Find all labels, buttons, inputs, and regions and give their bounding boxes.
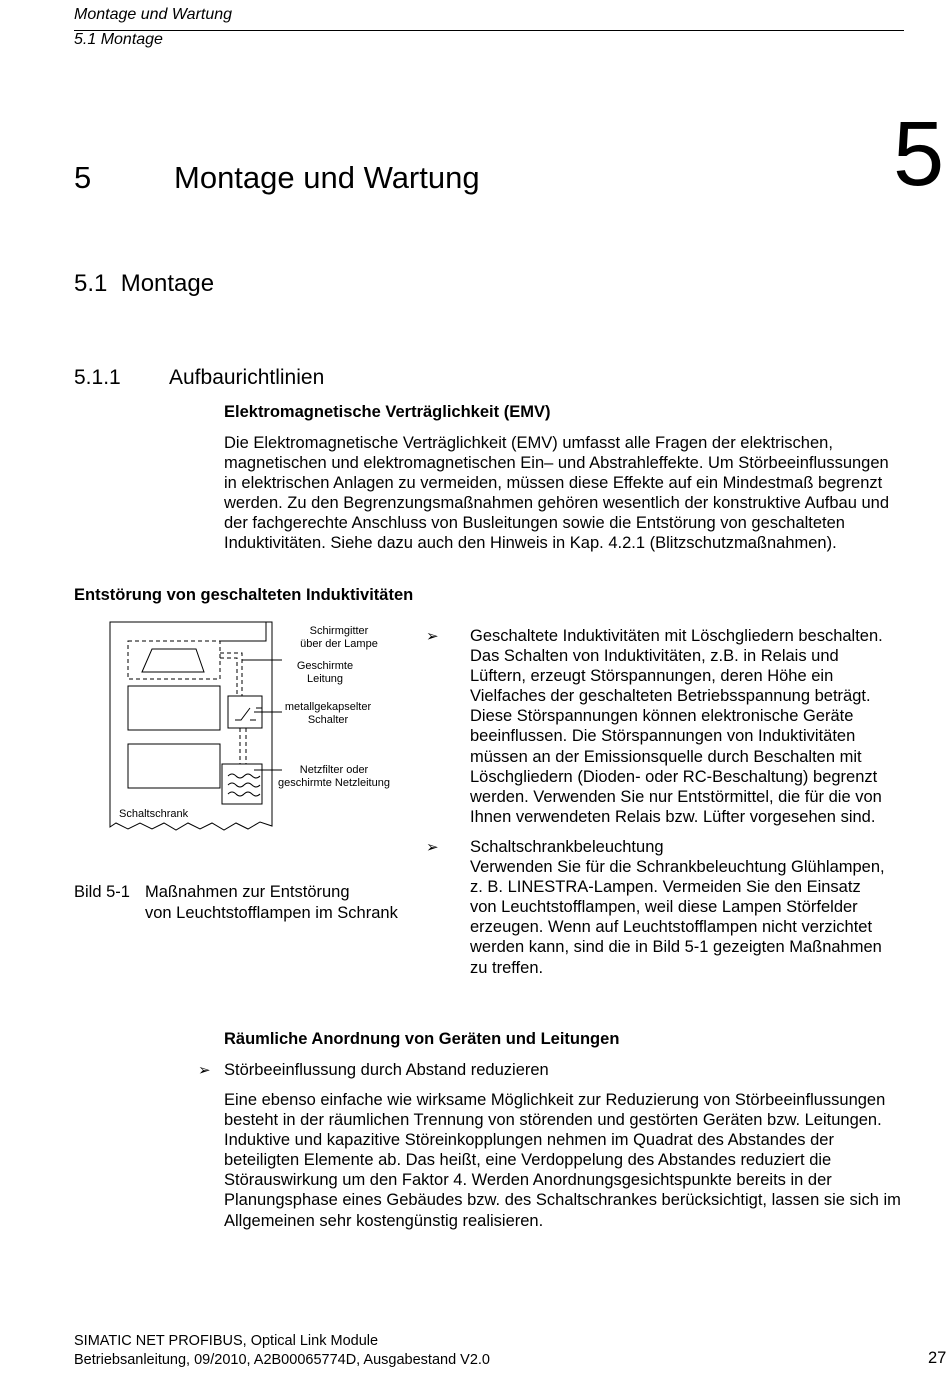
label-schaltschrank: Schaltschrank	[119, 808, 189, 820]
running-header-section: 5.1 Montage	[74, 31, 163, 48]
subsection-title: Aufbaurichtlinien	[169, 366, 325, 389]
raeumlich-bullet: Störbeeinflussung durch Abstand reduzieren	[224, 1061, 549, 1079]
bullet-arrow-icon: ➢	[198, 1062, 211, 1079]
running-header-chapter: Montage und Wartung	[74, 6, 233, 23]
shield-grid-box	[128, 641, 220, 679]
leader-schirmgitter	[220, 622, 266, 641]
footer-product: SIMATIC NET PROFIBUS, Optical Link Module	[74, 1333, 379, 1349]
filter-wave-2	[228, 783, 260, 787]
device-lower	[128, 744, 220, 788]
chapter-tab-number: 5	[893, 103, 945, 205]
device-upper	[128, 686, 220, 730]
cabinet-outline	[110, 622, 272, 830]
label-geschirmte-leitung: Geschirmte Leitung	[296, 660, 354, 685]
label-netzfilter: Netzfilter oder geschirmte Netzleitung	[278, 764, 390, 789]
emv-paragraph: Die Elektromagnetische Verträglichkeit (EMV) umfasst alle Fragen der elektrischen, magnetischen und elektromagnetischen Ein– und Abstrahleffekte. Um Störbeeinflussungen in elektrischen Anlagen zu vermeiden, müssen diese Effekte auf ein Mindestmaß begrenzt werden. Zu den Begrenzungsmaßnahmen gehören wesentlich der konstruktive Aufbau und der fachgerechte Anschluss von Busleitungen sowie die Entstörung von geschalteten Induktivitäten. Siehe dazu auch den Hinweis in Kap. 4.2.1 (Blitzschutzmaßnahmen).	[224, 434, 889, 553]
subsection-number: 5.1.1	[74, 366, 121, 389]
footer-document-info: Betriebsanleitung, 09/2010, A2B00065774D, Ausgabestand V2.0	[74, 1352, 490, 1368]
chapter-title: Montage und Wartung	[174, 160, 480, 195]
label-schirmgitter: Schirmgitter über der Lampe	[300, 625, 378, 650]
shielded-cable-inner	[220, 658, 237, 696]
raeumlich-heading: Räumliche Anordnung von Geräten und Leitungen	[224, 1030, 620, 1048]
subsection-heading	[74, 366, 325, 390]
filter-wave-3	[228, 792, 260, 796]
bullet-item-loeschglieder: Geschaltete Induktivitäten mit Löschgliedern beschalten. Das Schalten von Induktivitäten, z.B. in Relais und Lüftern, erzeugt Störspannungen, deren Höhe ein Vielfaches der geschalteten Betriebsspannung beträgt. Diese Störspannungen können elektronische Geräte beeinflussen. Die Störspannungen von Induktivitäten müssen an der Emissionsquelle durch Beschalten mit Löschgliedern (Dioden- oder RC-Beschaltung) begrenzt werden. Verwenden Sie nur Entstörmittel, die für die von Ihnen verwendeten Relais bzw. Lüfter vorgesehen sind.	[470, 627, 883, 826]
chapter-number: 5	[74, 160, 92, 195]
figure-caption-number: Bild 5-1	[74, 883, 130, 901]
section-title: 5.1 Montage	[74, 270, 215, 297]
bullet-arrow-icon: ➢	[426, 839, 439, 856]
shielded-cable-outer	[220, 653, 242, 696]
switch-contact	[235, 708, 256, 720]
header-rule	[74, 30, 904, 31]
bullet-arrow-icon: ➢	[426, 628, 439, 645]
label-schalter: metallgekapselter Schalter	[284, 701, 372, 726]
lamp-shape	[142, 649, 204, 672]
emv-heading: Elektromagnetische Verträglichkeit (EMV)	[224, 403, 551, 421]
entstoerung-heading: Entstörung von geschalteten Induktivitäten	[74, 586, 414, 604]
filter-wave-1	[228, 774, 260, 778]
raeumlich-paragraph: Eine ebenso einfache wie wirksame Möglichkeit zur Reduzierung von Störbeeinflussungen besteht in der räumlichen Trennung von störenden und gestörten Geräten bzw. Leitungen. Induktive und kapazitive Störeinkopplungen nehmen im Quadrat des Abstandes der beteiligten Elemente ab. Das heißt, eine Verdoppelung des Abstandes reduziert die Störauswirkung um den Faktor 4. Werden Anordnungsgesichtspunkte bereits in der Planungsphase eines Gebäudes bzw. des Schaltschrankes berücksichtigt, lassen sie sich im Allgemeinen sehr kostengünstig realisieren.	[224, 1091, 901, 1230]
page-number: 27	[928, 1349, 947, 1367]
figure-caption-text: Maßnahmen zur Entstörung von Leuchtstofflampen im Schrank	[145, 883, 398, 922]
bullet-item-beleuchtung: Schaltschrankbeleuchtung Verwenden Sie für die Schrankbeleuchtung Glühlampen, z. B. LINESTRA-Lampen. Vermeiden Sie den Einsatz von Leuchtstofflampen, weil diese Lampen Störfelder erzeugen. Wenn auf Leuchtstofflampen nicht verzichtet werden kann, sind die in Bild 5-1 gezeigten Maßnahmen zu treffen.	[470, 838, 885, 977]
